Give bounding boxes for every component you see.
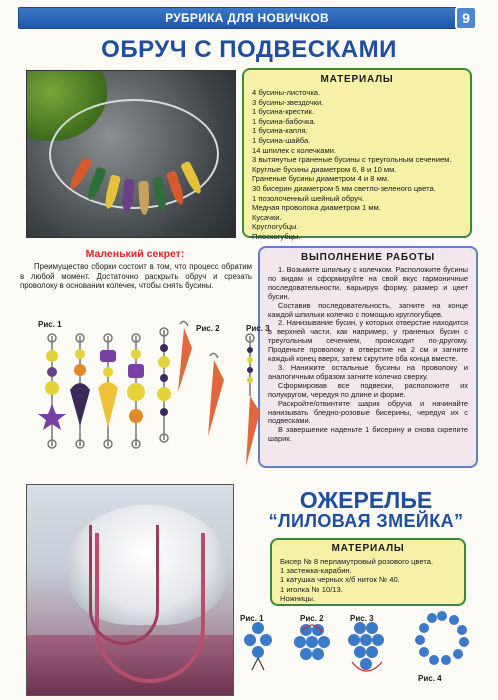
- materials-item: 1 бусина-бабочка.: [252, 116, 316, 126]
- materials-item: 1 бусина-крестик.: [252, 107, 314, 117]
- pin-figures: [20, 316, 270, 476]
- fig-label: Рис. 2: [300, 614, 324, 623]
- work-paragraph: Составив последовательность, загните на конце каждой шпильки колечко с помощью круглогубцев.: [268, 300, 468, 319]
- fig-label: Рис. 3: [246, 324, 270, 333]
- materials-item: Ножницы.: [280, 593, 316, 603]
- materials-item: Круглые бусины диаметром 6, 8 и 10 мм.: [252, 164, 397, 174]
- materials-item: Медная проволока диаметром 1 мм.: [252, 203, 381, 213]
- beading-illustration: [236, 610, 486, 698]
- materials-box-1: [242, 68, 472, 241]
- fig-label: Рис. 1: [38, 320, 62, 329]
- materials-item: 1 позолоченный шейный обруч.: [252, 193, 365, 203]
- section-header: [18, 7, 476, 29]
- work-box: [258, 246, 478, 468]
- article2-subtitle: “ЛИЛОВАЯ ЗМЕЙКА”: [268, 511, 464, 531]
- materials-item: Кусачки.: [252, 212, 282, 222]
- secret-text: Преимущество сборки состоит в том, что процесс обратим в любой момент. Достаточно раскрыть обруч и срезать проволоку в основании колечек, чтобы снять бусины.: [20, 262, 252, 291]
- materials-item: 1 бусина-капля.: [252, 126, 308, 136]
- work-paragraph: Раскройте/отвинтите шарик обруча и начинайте нанизывать бледно-розовые бисерины, чередуя их с подвесками.: [268, 398, 468, 426]
- work-paragraph: 2. Нанизывание бусин, у которых отверстие находится в верхней части, как например, у граненых бусин с треугольным сечением, происходит по-другому. Проденьте проволоку в отверстие на 2 см и загните каждый конец вверх, затем скрутите оба конца вместе.: [268, 318, 468, 364]
- materials-item: 1 катушка черных х/б ниток № 40.: [280, 575, 400, 585]
- secret-heading: Маленький секрет:: [85, 248, 185, 260]
- materials-heading: МАТЕРИАЛЫ: [320, 74, 394, 85]
- work-heading: ВЫПОЛНЕНИЕ РАБОТЫ: [301, 252, 435, 263]
- materials-list: [280, 557, 456, 603]
- materials-item: 1 бусина-шайба.: [252, 135, 311, 145]
- work-paragraph: Сформировав все подвески, расположите их полукругом, чередуя по длине и форме.: [268, 380, 468, 399]
- fig-label: Рис. 4: [418, 674, 442, 683]
- fig-label: Рис. 3: [350, 614, 374, 623]
- materials-item: Плоскогубцы.: [252, 231, 301, 241]
- work-paragraph: 3. Нанижите остальные бусины на проволоку и аналогичным образом загните колечко сверху.: [268, 362, 468, 381]
- materials-item: 4 бусины-листочка.: [252, 88, 321, 97]
- materials-item: 30 бисерин диаметром 5 мм светло-зеленого цвета.: [252, 183, 436, 193]
- fig-label: Рис. 1: [240, 614, 264, 623]
- materials-item: Граненые бусины диаметром 4 и 8 мм.: [252, 174, 390, 184]
- materials-item: 1 иголка № 10/13.: [280, 584, 343, 594]
- work-paragraph: 1. Возьмите шпильку с колечком. Расположите бусины по видам и сформируйте на свой вкус гармоничные последовательности, варьируя форму, размер и цвет бусин.: [268, 265, 468, 301]
- work-paragraph: В завершение наденьте 1 бисерину и снова скрепите шарик.: [268, 425, 468, 444]
- materials-list: [252, 88, 462, 242]
- necklace-photo: [26, 70, 236, 238]
- pins-illustration: [20, 316, 270, 476]
- materials-item: 3 вытянутые граненые бусины с треугольным сечением.: [252, 155, 452, 165]
- page-number: 9: [455, 6, 477, 30]
- materials-item: Круглогубцы.: [252, 222, 299, 232]
- materials-item: 14 шпилек с колечками.: [252, 145, 337, 155]
- materials-item: 3 бусины-звездочки.: [252, 97, 324, 107]
- section-title: РУБРИКА ДЛЯ НОВИЧКОВ: [165, 11, 329, 25]
- article2-title: ОЖЕРЕЛЬЕ: [299, 487, 433, 513]
- fig-label: Рис. 2: [196, 324, 220, 333]
- materials-item: Бисер № 8 перламутровый розового цвета.: [280, 557, 434, 566]
- beading-figures: [236, 610, 486, 698]
- article1-title: ОБРУЧ С ПОДВЕСКАМИ: [101, 36, 397, 63]
- materials-box-2: [270, 538, 466, 606]
- materials-heading: МАТЕРИАЛЫ: [331, 543, 405, 554]
- necklace-photo-2: [26, 484, 234, 696]
- materials-item: 1 застежка-карабин.: [280, 566, 352, 576]
